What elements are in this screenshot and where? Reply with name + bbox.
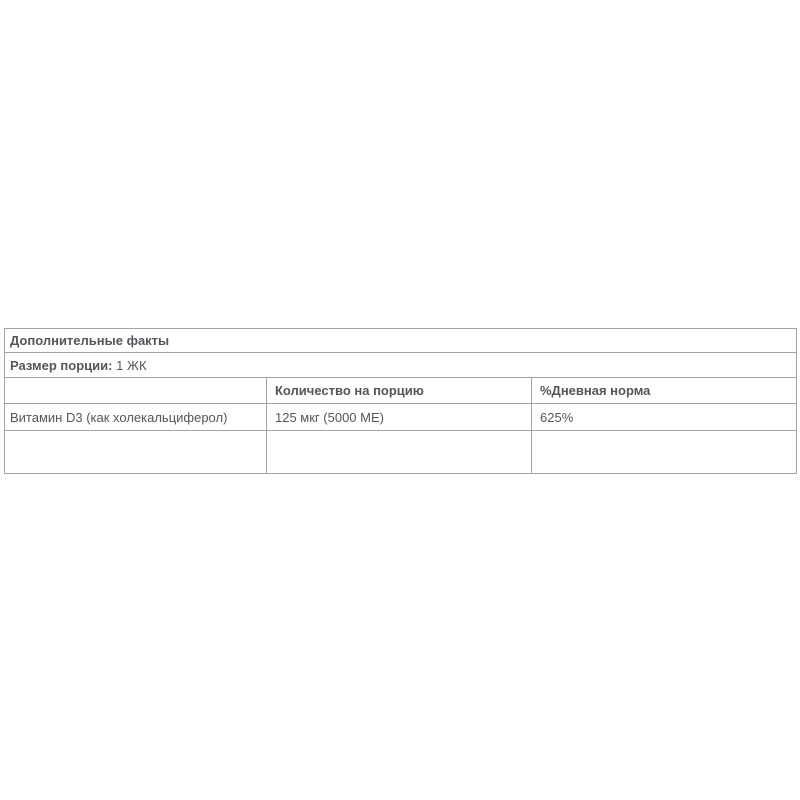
serving-size-row [5, 353, 797, 378]
ingredient-daily-value: 625% [532, 404, 797, 431]
serving-size-cell [5, 353, 797, 378]
supplement-facts-table [4, 328, 797, 474]
empty-daily-value-cell [532, 431, 797, 474]
table-title: Дополнительные факты [5, 329, 797, 353]
column-header-daily-value: %Дневная норма [532, 378, 797, 404]
column-header-ingredient [5, 378, 267, 404]
column-header-row [5, 378, 797, 404]
ingredient-amount: 125 мкг (5000 МЕ) [267, 404, 532, 431]
empty-amount-cell [267, 431, 532, 474]
ingredient-name: Витамин D3 (как холекальциферол) [5, 404, 267, 431]
serving-size-label: Размер порции: [10, 357, 113, 373]
column-header-amount-per-serving: Количество на порцию [267, 378, 532, 404]
empty-ingredient-cell [5, 431, 267, 474]
serving-size-value: 1 ЖК [116, 357, 147, 373]
table-row [5, 404, 797, 431]
table-title-row [5, 329, 797, 353]
table-row-empty [5, 431, 797, 474]
